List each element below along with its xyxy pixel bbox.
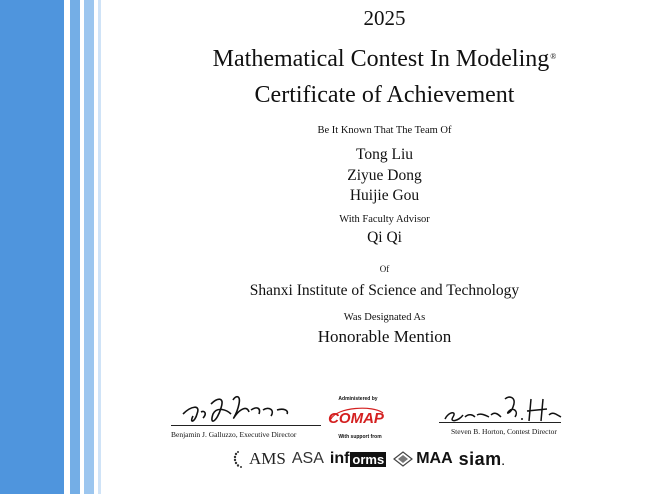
- siam-dot: .: [501, 456, 505, 468]
- ams-laurel-icon: [232, 450, 248, 468]
- team-member: Tong Liu: [355, 146, 414, 163]
- ams-logo: [232, 449, 286, 469]
- maa-logo: [392, 450, 452, 468]
- team-member: Huijie Gou: [349, 187, 420, 204]
- maa-diamond-icon: [392, 451, 414, 467]
- border-stripe-3: [84, 0, 94, 494]
- certificate-subtitle: Certificate of Achievement: [254, 82, 515, 108]
- certificate-year: 2025: [363, 6, 406, 30]
- institution-name: Shanxi Institute of Science and Technology: [249, 282, 520, 299]
- comap-logo: [323, 401, 389, 431]
- siam-logo: [459, 449, 505, 470]
- be-it-known-label: Be It Known That The Team Of: [317, 125, 452, 136]
- informs-wordmark-a: inf: [329, 450, 350, 467]
- maa-wordmark: MAA: [416, 450, 453, 467]
- executive-director-signature: [171, 392, 321, 428]
- informs-wordmark-b: orms: [352, 451, 385, 467]
- faculty-advisor-label: With Faculty Advisor: [339, 214, 430, 225]
- ams-wordmark: AMS: [249, 449, 286, 468]
- sponsor-logos: [232, 447, 505, 471]
- certificate-body: [101, 0, 668, 494]
- contest-title: [101, 46, 668, 73]
- designated-label: Was Designated As: [343, 312, 426, 323]
- siam-wordmark: siam: [458, 448, 502, 469]
- executive-director-caption: Benjamin J. Galluzzo, Executive Director: [171, 430, 297, 439]
- contest-director-caption: Steven B. Horton, Contest Director: [451, 427, 557, 436]
- of-label: Of: [379, 264, 390, 274]
- comap-wordmark: COMAP: [328, 410, 384, 427]
- asa-wordmark: ASA: [291, 450, 324, 467]
- signature-line-left: [171, 425, 321, 426]
- contest-title-text: Mathematical Contest In Modeling: [212, 46, 550, 72]
- faculty-advisor-name: Qi Qi: [367, 229, 402, 246]
- registered-mark: ®: [550, 52, 557, 61]
- signature-line-right: [439, 422, 561, 423]
- with-support-label: With support from: [338, 434, 382, 440]
- informs-logo: [330, 450, 386, 468]
- award-designation: Honorable Mention: [317, 327, 452, 346]
- border-stripe-wide: [0, 0, 64, 494]
- border-stripe-2: [70, 0, 80, 494]
- administered-by-label: Administered by: [338, 396, 378, 402]
- team-member: Ziyue Dong: [347, 167, 422, 184]
- asa-logo: [292, 450, 324, 468]
